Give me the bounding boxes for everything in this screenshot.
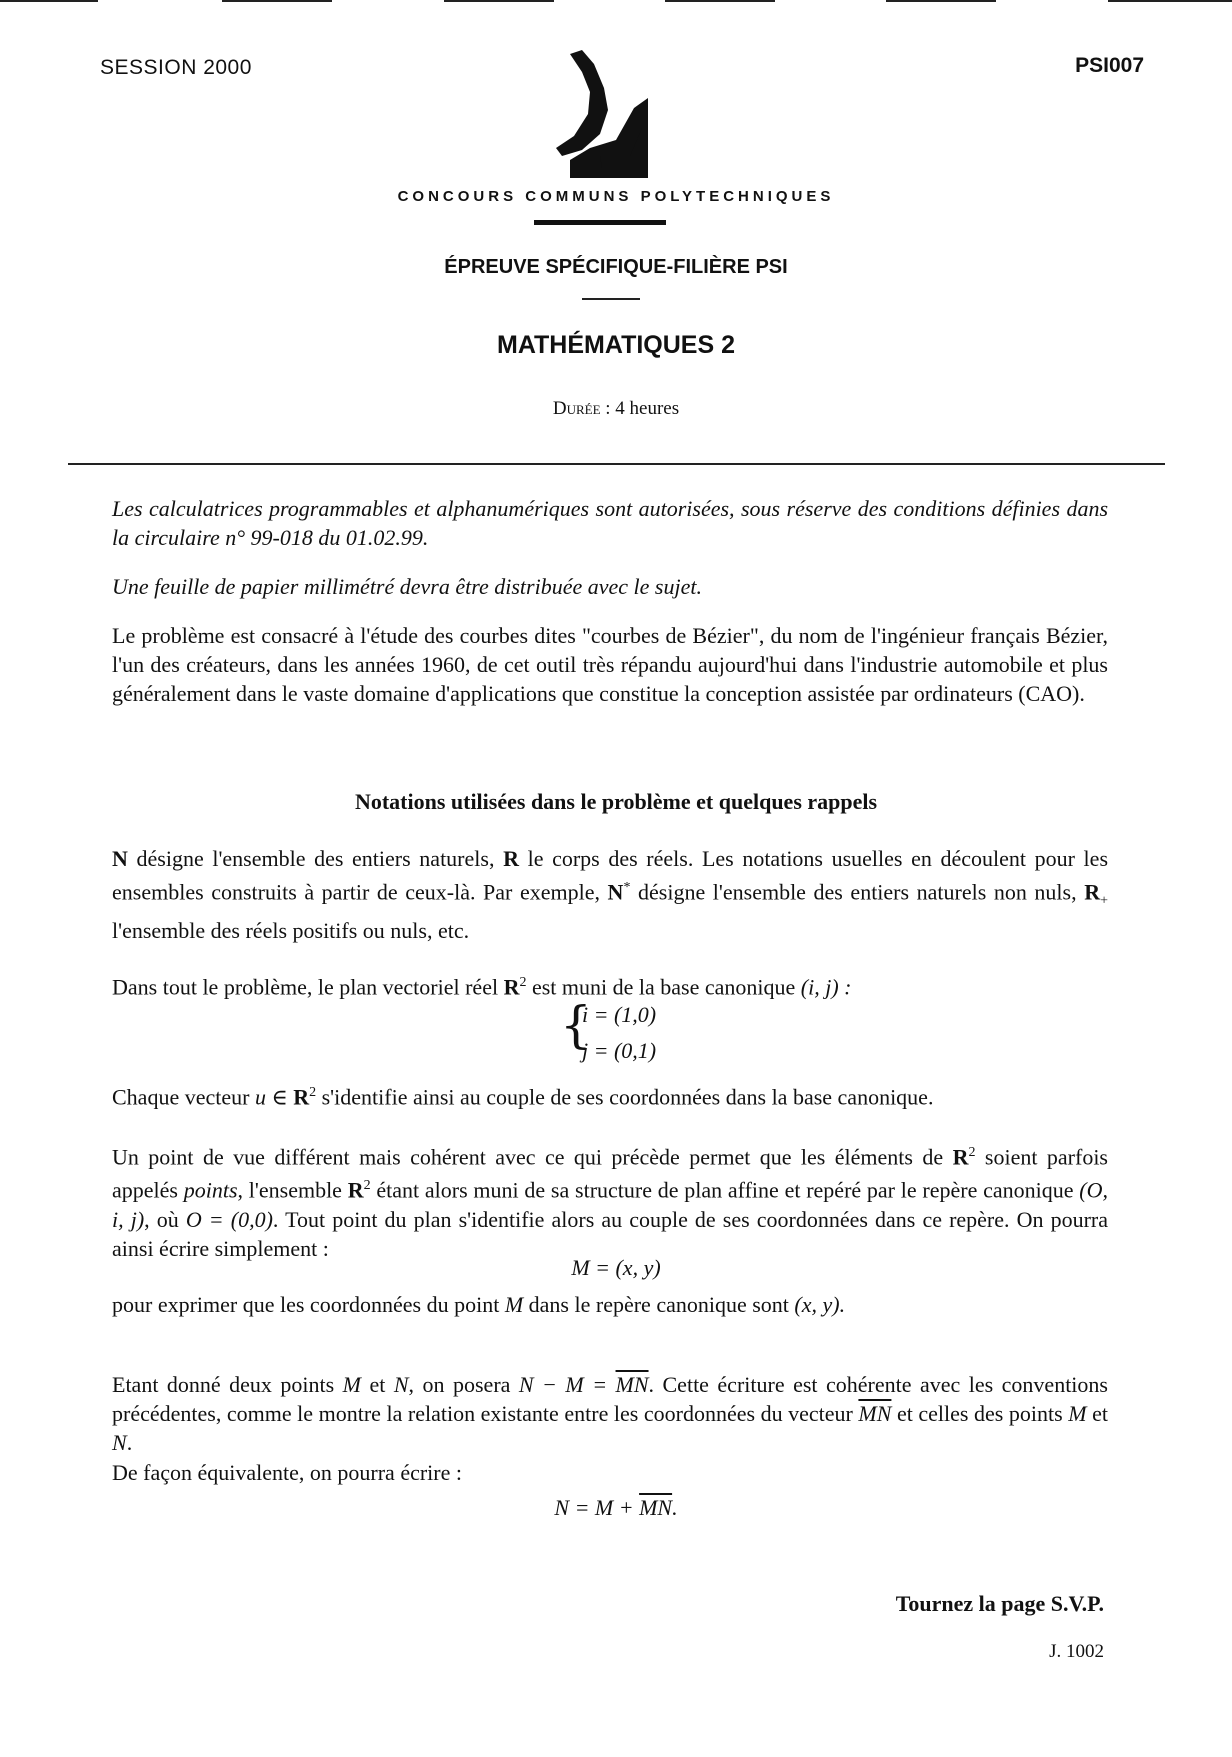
equivalent-line: De façon équivalente, on pourra écrire : <box>112 1460 462 1485</box>
text-fragment: désigne l'ensemble des entiers naturels, <box>127 846 504 871</box>
exam-code: PSI007 <box>1075 54 1144 77</box>
text-fragment: et <box>1086 1401 1108 1426</box>
intro-paragraph: Le problème est consacré à l'étude des courbes dites "courbes de Bézier", du nom de l'ingénieur français Bézier, l'un des créateurs, dans les années 1960, de cet outil très répandu aujourd'hui dans l'industrie automobile et plus généralement dans le vaste domaine d'applications que constitue la conception assistée par ordinateurs (CAO). <box>112 623 1108 706</box>
text-fragment: pour exprimer que les coordonnées du point <box>112 1292 505 1317</box>
epreuve-title: ÉPREUVE SPÉCIFIQUE-FILIÈRE PSI <box>444 256 788 278</box>
text-fragment: et celles des points <box>891 1401 1069 1426</box>
subject-title: MATHÉMATIQUES 2 <box>497 331 735 359</box>
header-separator <box>68 463 1165 465</box>
text-fragment: et <box>361 1372 394 1397</box>
calculator-notice: Les calculatrices programmables et alphanumériques sont autorisées, sous réserve des conditions définies dans la circulaire n° 99-018 du 01.02.99. <box>112 496 1108 550</box>
text-fragment: . Cette écriture est cohérente avec les conventions précédentes, comme le montre la relation existante entre les coordonnées du vecteur <box>112 1372 1108 1426</box>
text-fragment: désigne l'ensemble des entiers naturels non nuls, <box>630 879 1085 905</box>
text-fragment: Etant donné deux points <box>112 1372 343 1397</box>
j-definition: j = (0,1) <box>582 1038 657 1063</box>
top-rule <box>886 0 996 2</box>
text-fragment: soient parfois appelés <box>112 1144 1108 1203</box>
top-rule <box>0 0 98 2</box>
text-fragment: Un point de vue différent mais cohérent avec ce qui précède permet que les éléments de <box>112 1144 953 1170</box>
vector-paragraph: Etant donné deux points M et N, on posera $N - M = \overline{MN}$. Cette écriture est cohérente avec les conventions précédentes, comme le montre la relation existante entre les coordonnées du vecteur $\overline{MN}$ et celles des points M et N. <box>112 1372 1108 1455</box>
text-fragment: étant alors muni de sa structure de plan affine et repéré par le repère canonique <box>370 1177 1080 1203</box>
duration-value: : 4 heures <box>600 398 680 419</box>
top-rule <box>444 0 554 2</box>
text-fragment: . <box>672 1495 678 1520</box>
top-rule <box>1108 0 1232 2</box>
paper-notice: Une feuille de papier millimétré devra être distribuée avec le sujet. <box>112 574 702 599</box>
basis-formula: (i, j) : <box>800 974 852 1000</box>
coords-paragraph: pour exprimer que les coordonnées du point M dans le repère canonique sont (x, y). <box>112 1292 846 1317</box>
frame-formula: (O, i, j) <box>112 1177 1109 1232</box>
duration-label: Durée <box>552 398 601 419</box>
identify-paragraph: Chaque vecteur u ∈ $R^2$ s'identifie ainsi au couple de ses coordonnées dans la base canonique. <box>112 1084 934 1110</box>
text-fragment: , on posera <box>408 1372 519 1397</box>
logo-underline <box>534 220 666 225</box>
turn-page-note: Tournez la page S.V.P. <box>895 1591 1104 1616</box>
text-fragment: l'ensemble des réels positifs ou nuls, etc. <box>112 917 470 943</box>
text-fragment: N = M + <box>554 1495 640 1520</box>
i-definition: i = (1,0) <box>582 1002 657 1027</box>
top-rule <box>222 0 332 2</box>
text-fragment: Chaque vecteur <box>112 1084 255 1110</box>
job-code: J. 1002 <box>1049 1641 1104 1662</box>
notations-title: Notations utilisées dans le problème et quelques rappels <box>354 789 878 814</box>
origin-formula: O = (0,0) <box>185 1206 273 1232</box>
text-fragment: est muni de la base canonique <box>526 974 801 1000</box>
vector-equation: N − M = <box>518 1372 616 1397</box>
text-fragment: . Tout point du plan s'identifie alors au couple de ses coordonnées dans ce repère. On pourra ainsi écrire simplement : <box>112 1206 1108 1261</box>
session-label: SESSION 2000 <box>100 56 252 79</box>
text-fragment: le corps des réels. Les notations usuelles en découlent pour les ensembles construits à partir de ceux-là. Par exemple, <box>112 846 1109 905</box>
NMN-equation: $N = M + \overline{MN}$. <box>554 1495 678 1520</box>
duration <box>0 398 1232 420</box>
points-word: points <box>183 1177 238 1203</box>
organization-name: CONCOURS COMMUNS POLYTECHNIQUES <box>397 188 835 205</box>
points-paragraph: Un point de vue différent mais cohérent avec ce qui précède permet que les éléments de $R^2$ soient parfois appelés points, l'ensemble $R^2$ étant alors muni de sa structure de plan affine et repéré par le repère canonique (O, i, j), où O = (0,0). Tout point du plan s'identifie alors au couple de ses coordonnées dans ce repère. On pourra ainsi écrire simplement : <box>112 1144 1109 1261</box>
vector-MN: $\overline{MN}$ <box>615 1372 649 1397</box>
title-divider <box>582 298 640 300</box>
top-rule <box>665 0 775 2</box>
text-fragment: Dans tout le problème, le plan vectoriel réel <box>112 974 504 1000</box>
point-equation: M = (x, y) <box>571 1255 661 1280</box>
concours-logo-icon <box>530 48 670 178</box>
plane-paragraph: Dans tout le problème, le plan vectoriel réel $R^2$ est muni de la base canonique (i, j) : <box>112 974 852 1000</box>
sets-paragraph: N désigne l'ensemble des entiers naturels, R le corps des réels. Les notations usuelles en découlent pour les ensembles construits à partir de ceux-là. Par exemple, N* désigne l'ensemble des entiers naturels non nuls, $R_+$ l'ensemble des réels positifs ou nuls, etc. <box>112 846 1109 943</box>
text-fragment: s'identifie ainsi au couple de ses coordonnées dans la base canonique. <box>316 1084 934 1110</box>
text-fragment: dans le repère canonique sont <box>523 1292 795 1317</box>
xy-formula: (x, y). <box>794 1292 846 1317</box>
text-fragment: , l'ensemble <box>237 1177 348 1203</box>
brace-icon: { <box>560 996 592 1054</box>
text-fragment: , où <box>144 1206 186 1232</box>
